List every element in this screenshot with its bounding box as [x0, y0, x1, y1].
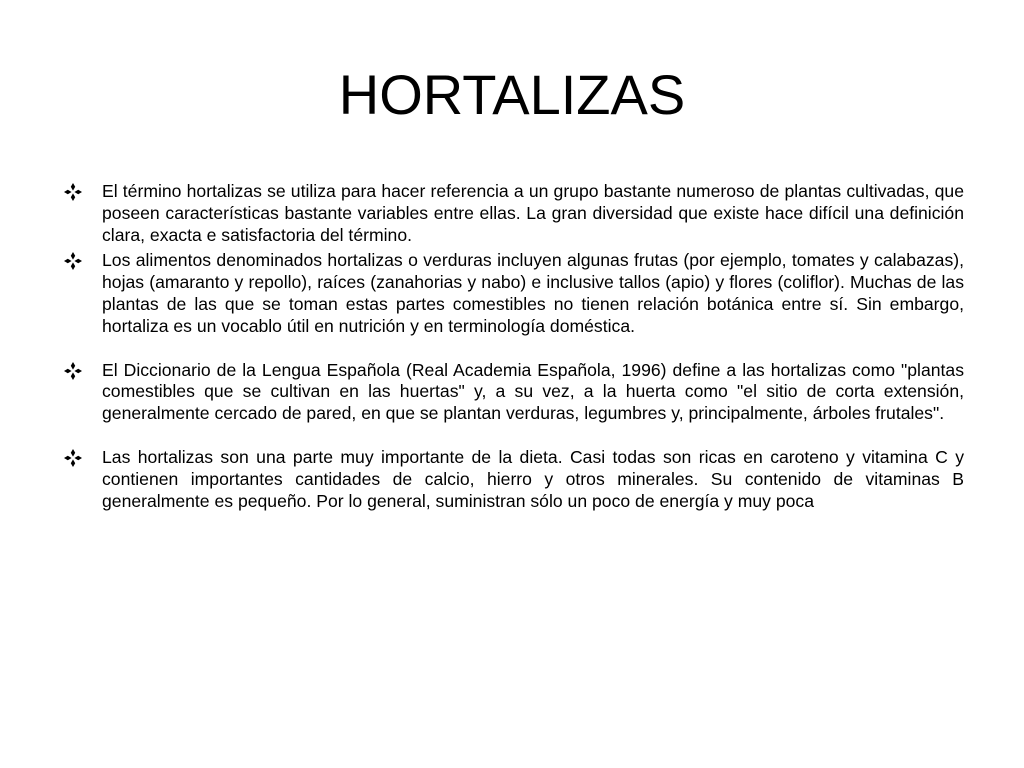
bullet-item — [64, 360, 964, 425]
diamond-flower-icon — [64, 183, 82, 201]
bullet-item — [64, 181, 964, 246]
bullet-text: Los alimentos denominados hortalizas o verduras incluyen algunas frutas (por ejemplo, tomates y calabazas), hojas (amaranto y repollo), raíces (zanahorias y nabo) e inclusive tallos (apio) y flores (coliflor). Muchas de las plantas de las que se toman estas partes comestibles no tienen relación botánica entre sí. Sin embargo, hortaliza es un vocablo útil en nutrición y en terminología doméstica. — [102, 250, 964, 336]
bullet-list — [64, 181, 964, 516]
diamond-flower-icon — [64, 449, 82, 467]
slide-title: HORTALIZAS — [338, 63, 686, 126]
bullet-item — [64, 250, 964, 337]
bullet-text: Las hortalizas son una parte muy importante de la dieta. Casi todas son ricas en caroteno y vitamina C y contienen importantes cantidades de calcio, hierro y otros minerales. Su contenido de vitaminas B generalmente es pequeño. Por lo general, suministran sólo un poco de energía y muy poca — [102, 446, 964, 511]
diamond-flower-icon — [64, 252, 82, 270]
bullet-text: El término hortalizas se utiliza para hacer referencia a un grupo bastante numeroso de plantas cultivadas, que poseen características bastante variables entre ellas. La gran diversidad que existe hace difícil una definición clara, exacta e satisfactoria del término. — [102, 181, 964, 245]
bullet-text: El Diccionario de la Lengua Española (Real Academia Española, 1996) define a las hortalizas como "plantas comestibles que se cultivan en las huertas" y, a su vez, a la huerta como "el sitio de corta extensión, generalmente cercado de pared, en que se plantan verduras, legumbres y, principalmente, árboles frutales". — [102, 359, 964, 424]
bullet-item — [64, 447, 964, 512]
diamond-flower-icon — [64, 362, 82, 380]
